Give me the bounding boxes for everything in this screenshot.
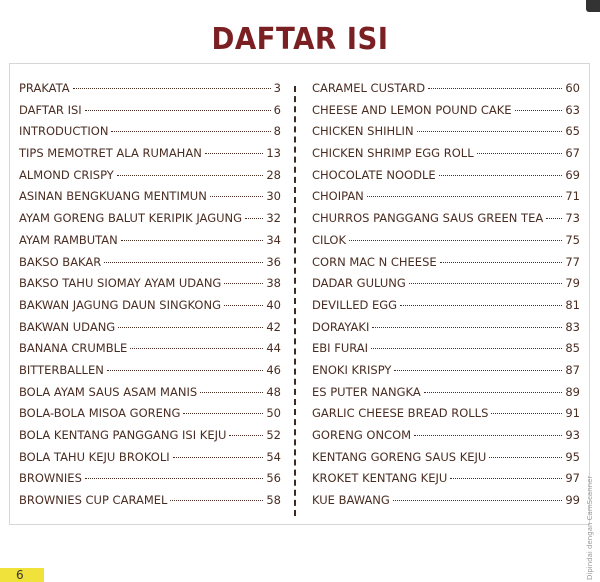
toc-entry-title: CHICKEN SHRIMP EGG ROLL — [312, 146, 474, 161]
toc-entry-title: BOLA KENTANG PANGGANG ISI KEJU — [19, 428, 227, 442]
toc-entry-page: 75 — [565, 232, 580, 247]
dot-leader — [409, 283, 563, 284]
toc-entry-title: TIPS MEMOTRET ALA RUMAHAN — [19, 146, 202, 161]
toc-entry — [312, 121, 580, 143]
toc-entry-page: 50 — [266, 406, 281, 421]
toc-entry — [312, 230, 580, 252]
toc-entry-title: GARLIC CHEESE BREAD ROLLS — [312, 406, 489, 421]
toc-entry — [312, 165, 580, 187]
toc-entry-title: ALMOND CRISPY — [19, 167, 114, 182]
toc-entry-title: CORN MAC N CHEESE — [312, 254, 437, 269]
dot-leader — [210, 196, 264, 197]
page-number-badge — [0, 568, 44, 582]
dot-leader — [224, 283, 263, 284]
toc-entry-page: 6 — [273, 102, 281, 117]
toc-entry-page: 56 — [266, 471, 281, 486]
toc-entry-title: EBI FURAI — [312, 341, 369, 356]
toc-entry-page: 13 — [266, 146, 281, 161]
toc-entry — [19, 468, 281, 490]
column-divider — [294, 86, 296, 516]
dot-leader — [224, 305, 263, 306]
toc-entry-title: DAFTAR ISI — [19, 102, 82, 117]
toc-entry — [312, 78, 580, 100]
dot-leader — [424, 392, 563, 393]
toc-entry — [312, 468, 580, 490]
dot-leader — [450, 478, 562, 479]
toc-entry-title: KROKET KENTANG KEJU — [312, 471, 448, 486]
dot-leader — [439, 175, 563, 176]
toc-entry-page: 85 — [565, 341, 580, 356]
toc-entry — [19, 230, 281, 252]
toc-entry-page: 89 — [565, 384, 580, 399]
toc-entry — [312, 295, 580, 317]
dot-leader — [107, 370, 264, 371]
toc-entry-page: 81 — [565, 297, 580, 312]
toc-entry-title: KUE BAWANG — [312, 493, 390, 508]
toc-entry-title: AYAM GORENG BALUT KERIPIK JAGUNG — [19, 211, 243, 226]
toc-entry-title: BAKSO BAKAR — [19, 254, 102, 269]
toc-entry-title: AYAM RAMBUTAN — [19, 232, 118, 247]
toc-entry — [19, 338, 281, 360]
page-number: 6 — [16, 568, 24, 582]
dot-leader — [546, 218, 562, 219]
dot-leader — [111, 131, 270, 132]
toc-entry-page: 44 — [266, 341, 281, 356]
toc-entry-page: 30 — [266, 189, 281, 204]
toc-entry-title: CHOIPAN — [312, 189, 364, 204]
toc-entry-page: 48 — [266, 384, 281, 399]
toc-entry — [19, 100, 281, 122]
toc-entry-page: 58 — [266, 493, 281, 508]
dot-leader — [229, 435, 263, 436]
dot-leader — [428, 88, 562, 89]
dot-leader — [400, 305, 562, 306]
toc-entry-page: 42 — [266, 319, 281, 334]
toc-entry-title: BOLA TAHU KEJU BROKOLI — [19, 449, 170, 464]
toc-entry-page: 52 — [266, 428, 281, 442]
dot-leader — [515, 110, 563, 111]
toc-entry — [19, 165, 281, 187]
toc-entry-page: 34 — [266, 232, 281, 247]
toc-entry-title: BROWNIES — [19, 471, 82, 486]
toc-entry-page: 73 — [565, 211, 580, 226]
dot-leader — [85, 478, 263, 479]
toc-entry-page: 32 — [266, 211, 281, 226]
toc-entry-page: 40 — [266, 297, 281, 312]
toc-entry-title: ES PUTER NANGKA — [312, 384, 421, 399]
toc-entry — [19, 403, 281, 425]
toc-entry — [19, 252, 281, 274]
toc-entry — [19, 382, 281, 404]
toc-entry-title: BOLA AYAM SAUS ASAM MANIS — [19, 384, 198, 399]
toc-entry-page: 77 — [565, 254, 580, 269]
toc-entry — [19, 143, 281, 165]
dot-leader — [393, 500, 563, 501]
toc-entry-page: 3 — [273, 81, 281, 95]
toc-entry — [312, 317, 580, 339]
toc-entry-title: BANANA CRUMBLE — [19, 341, 128, 356]
dot-leader — [118, 327, 263, 328]
toc-entry — [19, 78, 281, 100]
toc-entry — [312, 186, 580, 208]
toc-entry-title: CILOK — [312, 232, 347, 247]
dot-leader — [394, 370, 562, 371]
toc-entry-title: BOLA-BOLA MISOA GORENG — [19, 406, 181, 421]
toc-entry-page: 8 — [273, 124, 281, 139]
dot-leader — [121, 240, 264, 241]
corner-tab — [586, 0, 600, 12]
toc-entry-page: 87 — [565, 362, 580, 377]
toc-entry-page: 65 — [565, 124, 580, 139]
toc-entry — [312, 252, 580, 274]
toc-right-column — [312, 78, 580, 512]
toc-entry-page: 46 — [266, 362, 281, 377]
toc-entry — [312, 143, 580, 165]
toc-entry — [312, 447, 580, 469]
toc-entry-title: CHOCOLATE NOODLE — [312, 167, 436, 182]
dot-leader — [491, 413, 562, 414]
toc-entry-page: 38 — [266, 276, 281, 291]
toc-entry — [312, 490, 580, 512]
toc-entry-title: ENOKI KRISPY — [312, 362, 392, 377]
toc-entry-page: 79 — [565, 276, 580, 291]
toc-entry — [19, 360, 281, 382]
dot-leader — [117, 175, 264, 176]
dot-leader — [417, 131, 563, 132]
page-title: DAFTAR ISI — [211, 22, 389, 58]
toc-entry — [312, 273, 580, 295]
toc-entry-title: ASINAN BENGKUANG MENTIMUN — [19, 189, 207, 204]
toc-entry-page: 99 — [565, 493, 580, 508]
toc-entry-page: 93 — [565, 428, 580, 442]
toc-entry-title: KENTANG GORENG SAUS KEJU — [312, 449, 487, 464]
dot-leader — [245, 218, 263, 219]
dot-leader — [349, 240, 562, 241]
toc-entry — [312, 360, 580, 382]
toc-entry — [19, 490, 281, 512]
toc-entry-title: INTRODUCTION — [19, 124, 109, 139]
toc-entry-title: BITTERBALLEN — [19, 362, 104, 377]
toc-entry-page: 28 — [266, 167, 281, 182]
toc-entry — [312, 100, 580, 122]
toc-entry — [19, 121, 281, 143]
dot-leader — [85, 110, 271, 111]
toc-entry — [312, 425, 580, 447]
toc-entry — [312, 208, 580, 230]
toc-entry-title: GORENG ONCOM — [312, 428, 412, 442]
toc-entry-page: 69 — [565, 167, 580, 182]
toc-left-column — [19, 78, 281, 512]
toc-entry-title: PRAKATA — [19, 81, 70, 95]
toc-entry — [19, 186, 281, 208]
toc-entry-title: CHEESE AND LEMON POUND CAKE — [312, 102, 512, 117]
dot-leader — [170, 500, 263, 501]
toc-entry-page: 60 — [565, 81, 580, 95]
toc-entry-title: CARAMEL CUSTARD — [312, 81, 426, 95]
scanner-watermark: Dipindai dengan CamScanner — [586, 475, 594, 580]
toc-entry-page: 63 — [565, 102, 580, 117]
toc-entry-title: BROWNIES CUP CARAMEL — [19, 493, 168, 508]
toc-entry-page: 91 — [565, 406, 580, 421]
toc-entry-title: DEVILLED EGG — [312, 297, 398, 312]
toc-entry — [312, 338, 580, 360]
toc-entry-title: BAKWAN UDANG — [19, 319, 116, 334]
toc-entry-page: 71 — [565, 189, 580, 204]
toc-entry — [19, 447, 281, 469]
toc-entry-title: BAKSO TAHU SIOMAY AYAM UDANG — [19, 276, 222, 291]
toc-entry — [19, 295, 281, 317]
toc-entry — [312, 382, 580, 404]
dot-leader — [200, 392, 263, 393]
toc-entry-page: 54 — [266, 449, 281, 464]
toc-entry-page: 95 — [565, 449, 580, 464]
toc-entry-title: BAKWAN JAGUNG DAUN SINGKONG — [19, 297, 221, 312]
dot-leader — [173, 457, 264, 458]
toc-entry-title: DADAR GULUNG — [312, 276, 406, 291]
toc-entry — [19, 208, 281, 230]
dot-leader — [372, 327, 562, 328]
toc-entry-page: 67 — [565, 146, 580, 161]
dot-leader — [477, 153, 563, 154]
toc-entry — [19, 425, 281, 447]
toc-entry-page: 83 — [565, 319, 580, 334]
dot-leader — [183, 413, 263, 414]
dot-leader — [130, 348, 263, 349]
dot-leader — [371, 348, 562, 349]
dot-leader — [104, 262, 263, 263]
dot-leader — [73, 88, 271, 89]
dot-leader — [205, 153, 264, 154]
dot-leader — [367, 196, 563, 197]
dot-leader — [489, 457, 562, 458]
toc-entry — [312, 403, 580, 425]
toc-entry-page: 97 — [565, 471, 580, 486]
dot-leader — [414, 435, 562, 436]
toc-entry-title: DORAYAKI — [312, 319, 370, 334]
dot-leader — [440, 262, 563, 263]
toc-entry — [19, 273, 281, 295]
toc-entry — [19, 317, 281, 339]
toc-entry-page: 36 — [266, 254, 281, 269]
toc-entry-title: CHURROS PANGGANG SAUS GREEN TEA — [312, 211, 544, 226]
toc-entry-title: CHICKEN SHIHLIN — [312, 124, 414, 139]
